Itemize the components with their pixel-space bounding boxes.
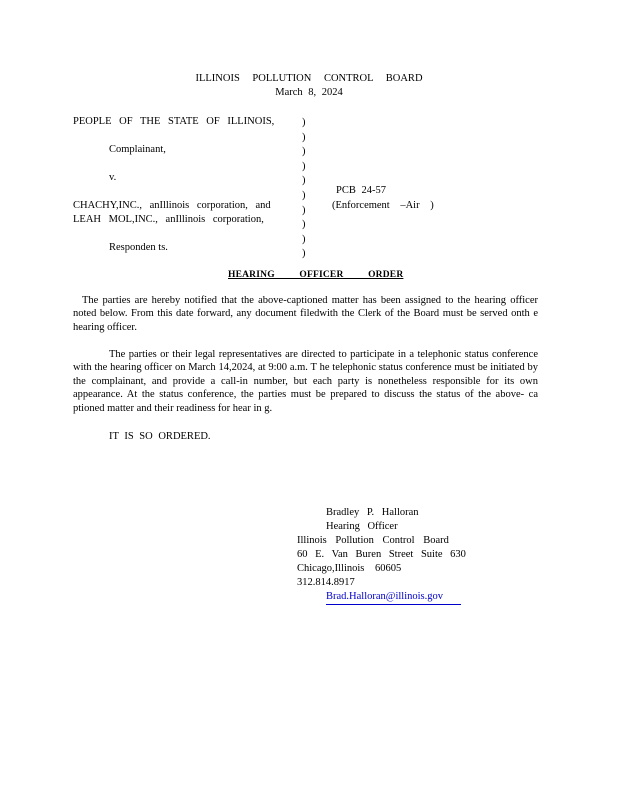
caption-paren: ) xyxy=(302,189,306,201)
respondent-line-2: LEAH MOL,INC., anIllinois corporation, xyxy=(73,214,264,225)
caption-parens xyxy=(302,116,306,262)
caption-paren: ) xyxy=(302,233,306,245)
paragraph-status-conference: The parties or their legal representatives are directed to participate in a telephonic status conference with the hearing officer on March 14,2024, at 9:00 a.m. T he telephonic status conference must be initiated by the complainant, and provide a call-in number, but each party is nonetheless responsible for its own appearance. At the status conference, the parties must be prepared to discuss the status of the above- ca ptioned matter and their readiness for hear in g. xyxy=(73,349,538,414)
signer-email-wrap xyxy=(326,590,461,605)
complainant-role: Complainant, xyxy=(109,144,166,155)
signer-agency: Illinois Pollution Control Board xyxy=(297,535,449,546)
caption-paren: ) xyxy=(302,175,306,187)
respondent-role: Responden ts. xyxy=(109,242,168,253)
closing-statement: IT IS SO ORDERED. xyxy=(109,431,211,442)
signer-role: Hearing Officer xyxy=(326,521,398,532)
versus-label: v. xyxy=(109,172,117,183)
signer-street: 60 E. Van Buren Street Suite 630 xyxy=(297,549,466,560)
caption-paren: ) xyxy=(302,248,306,260)
complainant-party: PEOPLE OF THE STATE OF ILLINOIS, xyxy=(73,116,275,127)
caption-paren: ) xyxy=(302,117,306,128)
caption-paren: ) xyxy=(302,131,306,143)
agency-heading: ILLINOIS POLLUTION CONTROL BOARD xyxy=(195,73,423,84)
order-date: March 8, 2024 xyxy=(275,87,343,98)
case-type: (Enforcement –Air ) xyxy=(332,200,434,211)
signer-city: Chicago,Illinois 60605 xyxy=(297,563,402,574)
respondent-line-1: CHACHY,INC., anIllinois corporation, and xyxy=(73,200,271,211)
paragraph-assignment: The parties are hereby notified that the above-captioned matter has been assigned to the hearing officer noted below. From this date forward, any document filedwith the Clerk of the Board must be served onth e hearing officer. xyxy=(73,295,538,333)
order-title: HEARING OFFICER ORDER xyxy=(228,270,404,280)
signer-phone: 312.814.8917 xyxy=(297,577,355,588)
caption-paren: ) xyxy=(302,160,306,172)
signer-email-link[interactable]: Brad.Halloran@illinois.gov xyxy=(326,591,443,602)
case-number: PCB 24-57 xyxy=(336,185,386,196)
caption-paren: ) xyxy=(302,146,306,158)
caption-paren: ) xyxy=(302,204,306,216)
caption-paren: ) xyxy=(302,219,306,231)
signer-name: Bradley P. Halloran xyxy=(326,507,419,518)
